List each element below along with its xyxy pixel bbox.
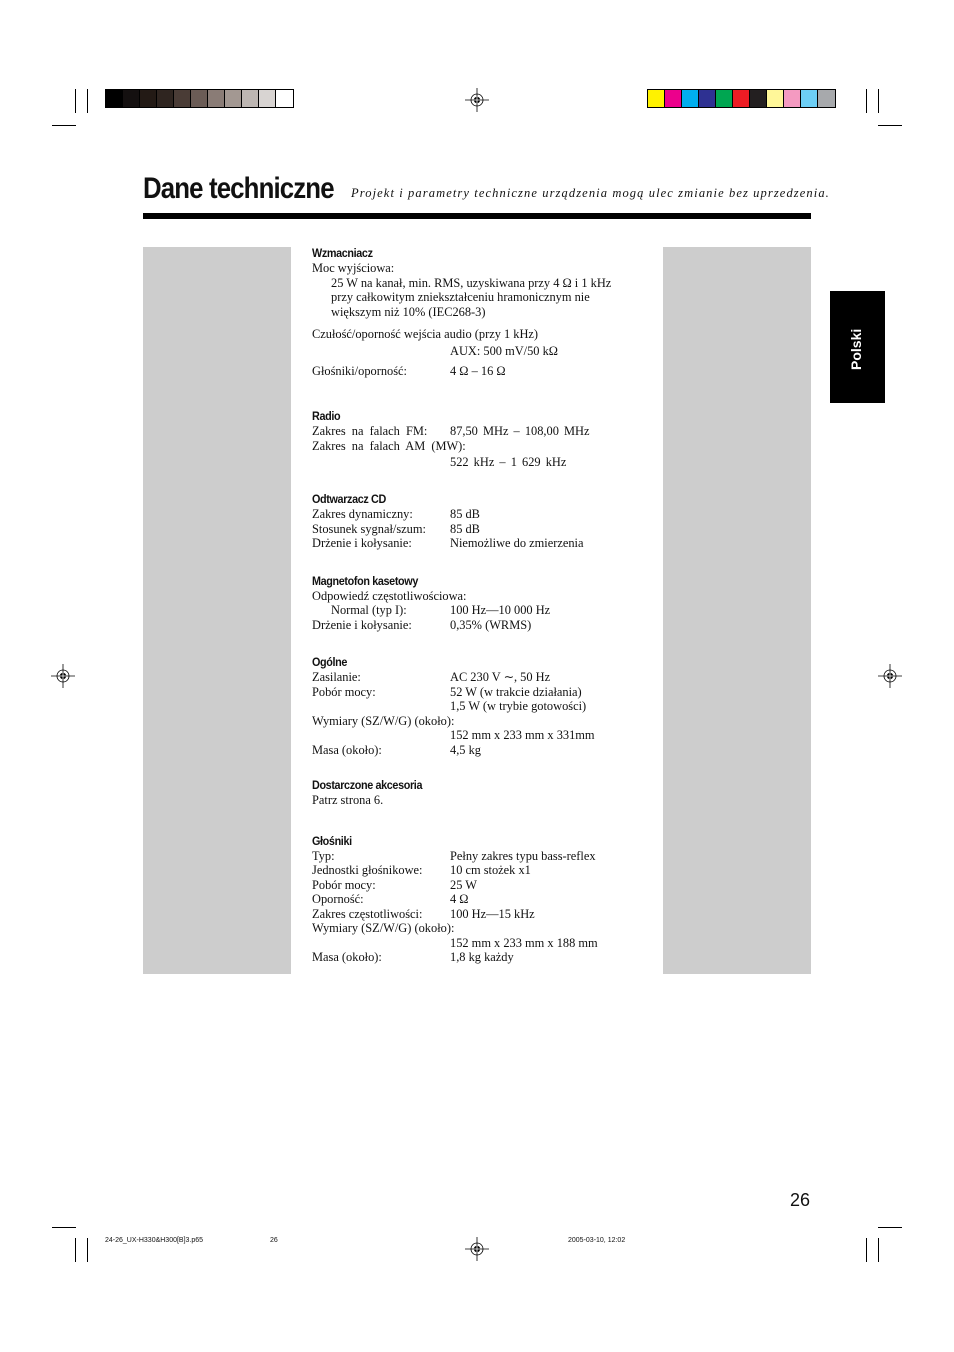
spec-value: AUX: 500 mV/50 kΩ	[450, 343, 558, 358]
calibration-swatch	[242, 90, 259, 107]
section-heading-accessories: Dostarczone akcesoria	[312, 778, 423, 792]
spec-value: 152 mm x 233 mm x 188 mm	[450, 935, 598, 950]
grayscale-calibration-bar	[105, 89, 294, 108]
spec-label: Pobór mocy:	[312, 877, 376, 892]
section-heading-general: Ogólne	[312, 655, 348, 669]
calibration-swatch	[818, 90, 835, 107]
calibration-swatch	[750, 90, 767, 107]
crop-mark	[878, 125, 902, 126]
spec-value: 152 mm x 233 mm x 331mm	[450, 728, 595, 742]
specifications	[312, 245, 642, 965]
calibration-swatch	[699, 90, 716, 107]
crop-mark	[866, 89, 867, 113]
crop-mark	[878, 89, 879, 113]
spec-value: 0,35% (WRMS)	[450, 617, 532, 632]
calibration-swatch	[276, 90, 293, 107]
calibration-swatch	[767, 90, 784, 107]
spec-label: Wymiary (SZ/W/G) (około):	[312, 713, 455, 728]
spec-label: Pobór mocy:	[312, 684, 376, 699]
spec-label: Zakres na falach FM:	[312, 424, 428, 438]
crop-mark	[878, 1227, 902, 1228]
calibration-swatch	[784, 90, 801, 107]
spec-label: Jednostki głośnikowe:	[312, 863, 423, 877]
spec-value: 1,8 kg każdy	[450, 950, 514, 964]
spec-value: 4 Ω – 16 Ω	[450, 363, 506, 378]
section-heading-speakers: Głośniki	[312, 833, 352, 848]
crop-mark	[75, 89, 76, 113]
section-heading-tape: Magnetofon kasetowy	[312, 573, 418, 588]
spec-label: Masa (około):	[312, 742, 382, 757]
registration-mark-icon	[465, 1237, 489, 1261]
calibration-swatch	[259, 90, 276, 107]
spec-value: przy całkowitym zniekształceniu hramonicznym nie	[331, 290, 590, 304]
spec-label: Zakres dynamiczny:	[312, 507, 413, 521]
registration-mark-icon	[51, 664, 75, 688]
calibration-swatch	[208, 90, 225, 107]
calibration-swatch	[140, 90, 157, 107]
spec-label: Moc wyjściowa:	[312, 261, 395, 275]
spec-value: AC 230 V ∼, 50 Hz	[450, 670, 551, 684]
crop-mark	[866, 1238, 867, 1262]
spec-label: Stosunek sygnał/szum:	[312, 521, 426, 536]
spec-label: Drżenie i kołysanie:	[312, 617, 412, 632]
spec-value: 85 dB	[450, 507, 480, 521]
spec-value: 100 Hz—10 000 Hz	[450, 603, 551, 617]
footer-date: 2005-03-10, 12:02	[568, 1237, 626, 1244]
spec-label: Wymiary (SZ/W/G) (około):	[312, 921, 455, 935]
calibration-swatch	[174, 90, 191, 107]
calibration-swatch	[801, 90, 818, 107]
crop-mark	[87, 1238, 88, 1262]
spec-text: Patrz strona 6.	[312, 793, 384, 807]
calibration-swatch	[733, 90, 750, 107]
crop-mark	[87, 89, 88, 113]
spec-label: Zasilanie:	[312, 670, 361, 684]
crop-mark	[52, 125, 76, 126]
crop-mark	[878, 1238, 879, 1262]
color-calibration-bar	[647, 89, 836, 108]
spec-label: Normal (typ I):	[331, 603, 407, 617]
spec-label: Czułość/oporność wejścia audio (przy 1 kHz)	[312, 327, 539, 341]
spec-value: 4,5 kg	[450, 742, 481, 757]
spec-label: Typ:	[312, 848, 335, 863]
left-gray-panel	[143, 247, 291, 974]
spec-label: Oporność:	[312, 892, 364, 906]
section-heading-amplifier: Wzmacniacz	[312, 246, 373, 260]
title-rule	[143, 213, 811, 219]
spec-value: 1,5 W (w trybie gotowości)	[450, 699, 587, 713]
calibration-swatch	[225, 90, 242, 107]
spec-value: 25 W	[450, 877, 477, 892]
footer-page: 26	[270, 1237, 278, 1244]
page-title: Dane techniczne	[143, 172, 334, 205]
spec-value: 10 cm stożek x1	[450, 863, 531, 877]
spec-value: 522 kHz – 1 629 kHz	[450, 455, 567, 469]
spec-label: Głośniki/oporność:	[312, 363, 407, 378]
language-tab-label: Polski	[848, 328, 864, 370]
footer-filename: 24-26_UX-H330&H300[B]3.p65	[105, 1237, 204, 1244]
section-heading-radio: Radio	[312, 409, 341, 423]
calibration-swatch	[157, 90, 174, 107]
calibration-swatch	[716, 90, 733, 107]
spec-value: Niemożliwe do zmierzenia	[450, 536, 584, 550]
spec-value: Pełny zakres typu bass-reflex	[450, 848, 596, 863]
crop-mark	[52, 1227, 76, 1228]
spec-value: 85 dB	[450, 521, 480, 536]
spec-value: 87,50 MHz – 108,00 MHz	[450, 424, 590, 438]
calibration-swatch	[648, 90, 665, 107]
page-number: 26	[790, 1190, 811, 1210]
spec-label: Odpowiedź częstotliwościowa:	[312, 588, 467, 603]
spec-value: większym niż 10% (IEC268-3)	[331, 304, 486, 319]
spec-label: Drżenie i kołysanie:	[312, 536, 412, 550]
spec-value: 25 W na kanał, min. RMS, uzyskiwana przy 4 Ω i 1 kHz	[331, 275, 612, 290]
calibration-swatch	[665, 90, 682, 107]
calibration-swatch	[682, 90, 699, 107]
spec-value: 4 Ω	[450, 892, 469, 906]
spec-value: 52 W (w trakcie działania)	[450, 684, 582, 699]
registration-mark-icon	[465, 88, 489, 112]
section-heading-cd: Odtwarzacz CD	[312, 492, 386, 506]
spec-value: 100 Hz—15 kHz	[450, 906, 535, 921]
calibration-swatch	[191, 90, 208, 107]
calibration-swatch	[123, 90, 140, 107]
spec-label: Zakres częstotliwości:	[312, 906, 423, 921]
registration-mark-icon	[878, 664, 902, 688]
right-gray-panel	[663, 247, 811, 974]
crop-mark	[75, 1238, 76, 1262]
spec-label: Zakres na falach AM (MW):	[312, 438, 466, 453]
calibration-swatch	[106, 90, 123, 107]
page-subtitle: Projekt i parametry techniczne urządzenia mogą ulec zmianie bez uprzedzenia.	[351, 186, 830, 200]
spec-label: Masa (około):	[312, 950, 382, 964]
